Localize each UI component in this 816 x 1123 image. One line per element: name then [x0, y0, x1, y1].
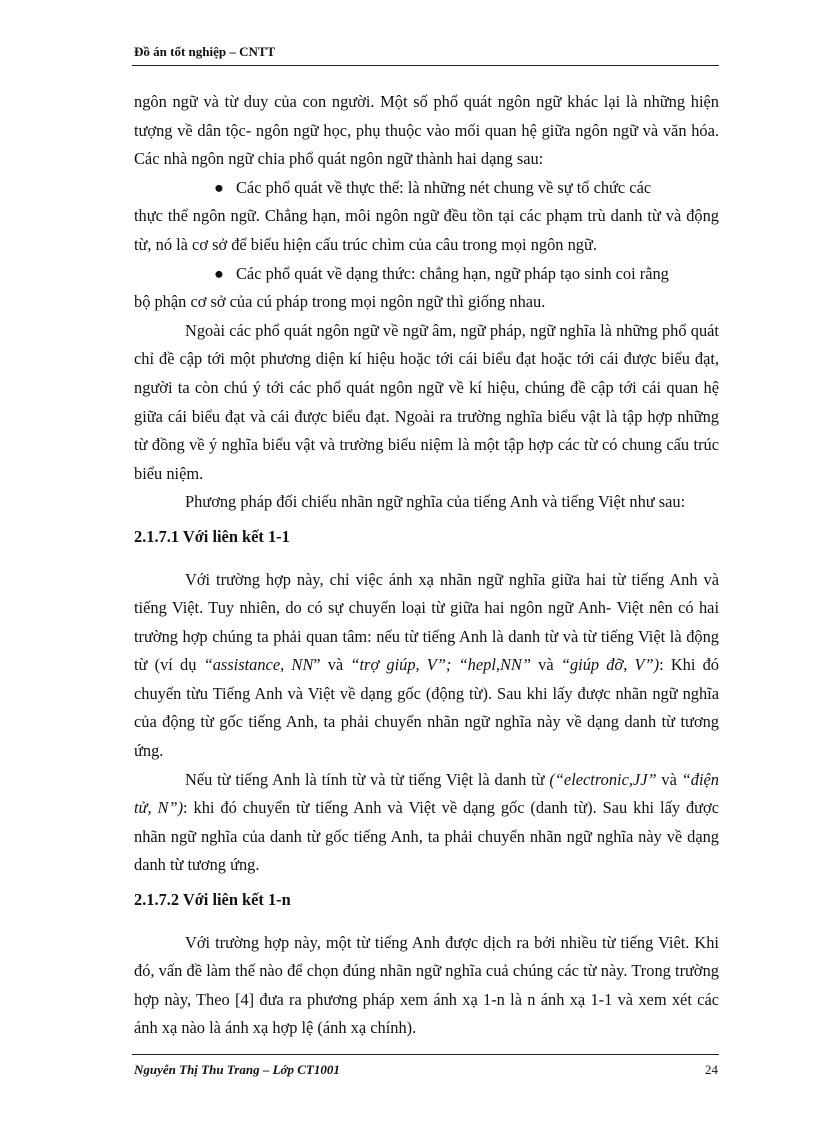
bullet-item	[134, 260, 719, 289]
text-run: và	[656, 769, 682, 789]
section-heading: 2.1.7.1 Với liên kết 1-1	[134, 526, 290, 546]
text-run: và	[530, 655, 561, 675]
paragraph: Với trường hợp này, một từ tiếng Anh được dịch ra bởi nhiều từ tiếng Viêt. Khi đó, vấn đề làm thế nào để chọn đúng nhãn ngữ nghĩa cuả chúng các từ này. Trong trường hợp này, Theo [4] đưa ra phương pháp xem ánh xạ 1-n là n ánh xạ 1-1 và xem xét các ánh xạ nào là ánh xạ hợp lệ (ánh xạ chính).	[134, 932, 719, 1038]
page-header-title: Đồ án tốt nghiệp – CNTT	[134, 44, 276, 59]
paragraph: thực thể ngôn ngữ. Chẳng hạn, môi ngôn ngữ đều tồn tại các phạm trù danh từ và động từ, nó là cơ sở để biểu hiện cấu trúc chìm của câu trong mọi ngôn ngữ.	[134, 206, 719, 254]
bullet-text: Các phổ quát về thực thể: là những nét chung về sự tổ chức các	[236, 177, 652, 197]
example-term: “assistance, NN	[203, 655, 314, 675]
page-content	[134, 88, 719, 1043]
paragraph: bộ phận cơ sở của cú pháp trong mọi ngôn ngữ thì giống nhau.	[134, 292, 546, 312]
paragraph	[134, 566, 719, 766]
paragraph: Ngoài các phổ quát ngôn ngữ về ngữ âm, ngữ pháp, ngữ nghĩa là những phổ quát chỉ đề cập tới một phương diện kí hiệu hoặc tới cái biểu đạt hoặc tới cái được biểu đạt, người ta còn chú ý tới các phổ quát ngôn ngữ về kí hiệu, chúng đề cập tới cái quan hệ giữa cái biểu đạt và cái được biểu đạt. Ngoài ra trường nghĩa biểu vật là tập hợp những từ đồng về ý nghĩa biểu vật và trường biểu niệm là một tập hợp các từ có chung cấu trúc biểu niệm.	[134, 320, 719, 483]
paragraph: ngôn ngữ và từ duy của con người. Một số phổ quát ngôn ngữ khác lại là những hiện tượng về dân tộc- ngôn ngữ học, phụ thuộc vào mối quan hệ giữa ngôn ngữ và văn hóa. Các nhà ngôn ngữ chia phổ quát ngôn ngữ thành hai dạng sau:	[134, 92, 719, 169]
header-divider	[132, 65, 719, 66]
footer-divider	[132, 1054, 719, 1055]
text-run: : khi đó chuyển từ tiếng Anh và Việt về dạng gốc (danh từ). Sau khi lấy được nhãn ngữ nghĩa của danh từ gốc tiếng Anh, ta phải chuyển nhãn ngữ nghĩa này về dạng danh từ tương ứng.	[134, 798, 719, 875]
footer-author: Nguyễn Thị Thu Trang – Lớp CT1001	[134, 1062, 340, 1077]
example-term: (“electronic,JJ”	[549, 769, 657, 789]
paragraph: Phương pháp đối chiếu nhãn ngữ nghĩa của tiếng Anh và tiếng Việt như sau:	[185, 492, 686, 512]
example-term: “trợ giúp, V”; “hepl,NN”	[350, 655, 531, 675]
bullet-dot-icon: ●	[214, 263, 224, 283]
paragraph	[134, 766, 719, 880]
text-run: ” và	[313, 655, 351, 675]
text-run: Nếu từ tiếng Anh là tính từ và từ tiếng Việt là danh từ	[185, 769, 550, 789]
bullet-item	[134, 174, 719, 203]
example-term: “điện tử, N”)	[134, 769, 719, 818]
page-number: 24	[705, 1062, 718, 1077]
section-heading: 2.1.7.2 Với liên kết 1-n	[134, 890, 291, 910]
bullet-text: Các phổ quát về dạng thức: chẳng hạn, ngữ pháp tạo sinh coi rằng	[236, 263, 669, 283]
text-run: : Khi đó chuyển từu Tiếng Anh và Việt về dạng gốc (động từ). Sau khi lấy được nhãn ngữ nghĩa của động từ gốc tiếng Anh, ta phải chuyển nhãn ngữ nghĩa này về dạng danh từ tương ứng.	[134, 655, 719, 761]
text-run: Với trường hợp này, chỉ việc ánh xạ nhãn ngữ nghĩa giữa hai từ tiếng Anh và tiếng Việt. Tuy nhiên, do có sự chuyển loại từ giữa hai ngôn ngữ Anh- Việt nên có hai trường hợp chúng ta phải quan tâm: nếu từ tiếng Anh là danh từ và từ tiếng Việt là động từ (ví dụ	[134, 569, 719, 675]
example-term: “giúp đỡ, V”)	[560, 655, 660, 675]
bullet-dot-icon: ●	[214, 177, 224, 197]
